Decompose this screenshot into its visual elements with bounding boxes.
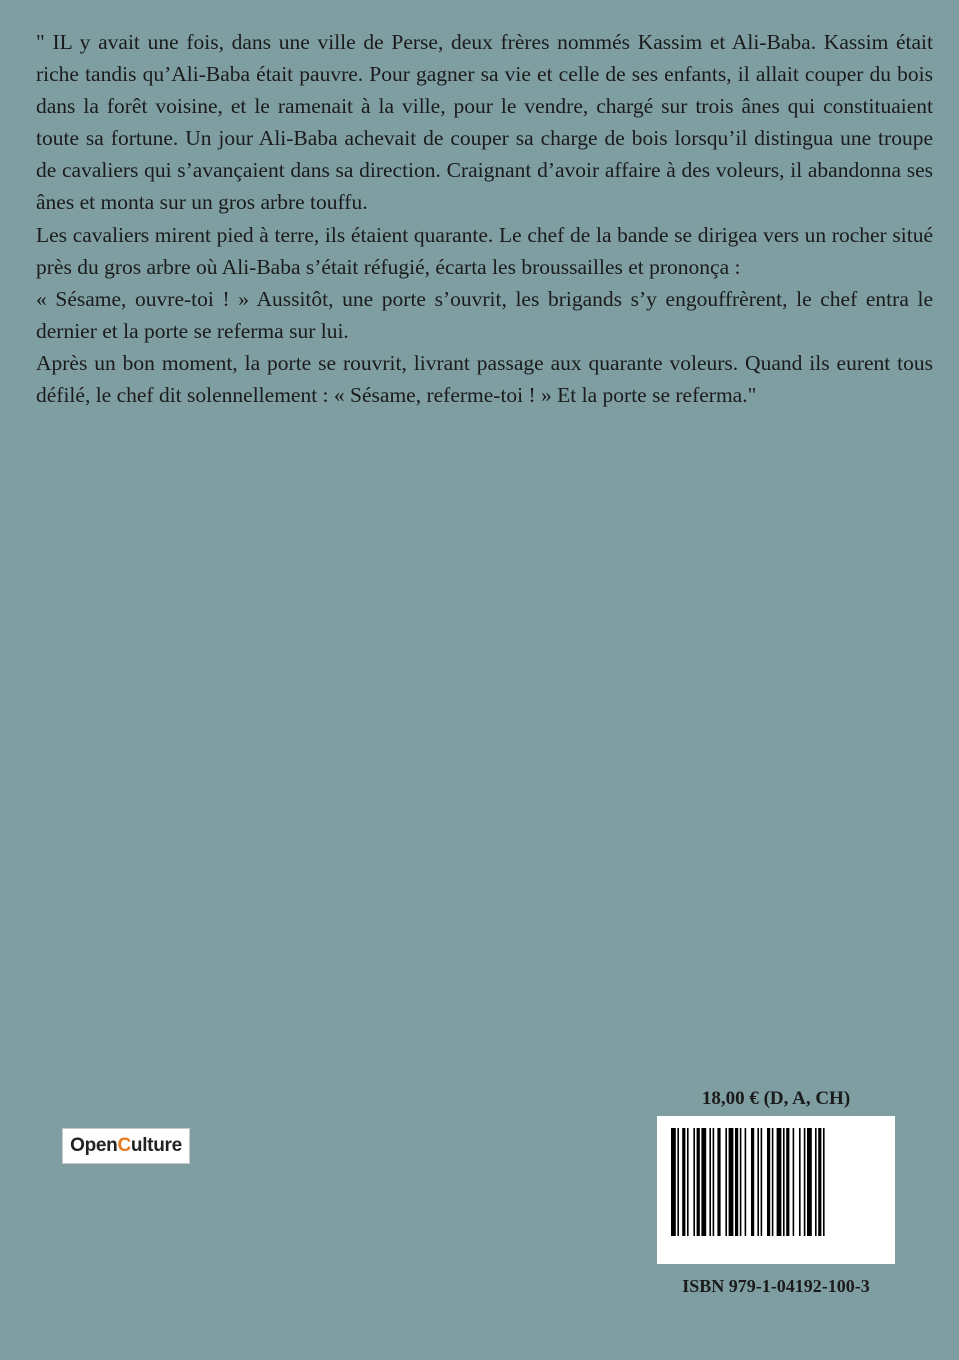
- barcode-bar: [693, 1128, 695, 1236]
- barcode-bar: [804, 1128, 806, 1236]
- barcode-bar: [757, 1128, 759, 1236]
- barcode-bar: [713, 1128, 715, 1236]
- publisher-logo: [62, 1128, 190, 1164]
- barcode-bar: [671, 1128, 676, 1236]
- barcode-bar: [823, 1128, 825, 1236]
- barcode-bar: [701, 1128, 706, 1236]
- barcode-bar: [761, 1128, 763, 1236]
- barcode-bar: [793, 1128, 795, 1236]
- blurb-paragraph-4: Après un bon moment, la porte se rouvrit, livrant passage aux quarante voleurs. Quand ils eurent tous défilé, le chef dit solennellement : « Sésame, referme-toi ! » Et la porte se referma.": [36, 350, 933, 408]
- logo-text-ulture: ulture: [130, 1135, 182, 1156]
- barcode-bar: [709, 1128, 711, 1236]
- barcode-bar: [815, 1128, 817, 1236]
- barcode: [657, 1116, 895, 1264]
- barcode-bar: [677, 1128, 679, 1236]
- barcode-bar: [717, 1128, 720, 1236]
- barcode-bars: [669, 1128, 883, 1236]
- price-label: 18,00 € (D, A, CH): [701, 1088, 851, 1109]
- barcode-bar: [682, 1128, 685, 1236]
- barcode-bar: [697, 1128, 700, 1236]
- logo-text-open: Open: [70, 1135, 118, 1156]
- barcode-bar: [783, 1128, 785, 1236]
- barcode-bar: [751, 1128, 754, 1236]
- barcode-bar: [745, 1128, 747, 1236]
- barcode-bar: [735, 1128, 738, 1236]
- blurb-text: [36, 26, 933, 411]
- barcode-bar: [772, 1128, 774, 1236]
- isbn-label: ISBN 979-1-04192-100-3: [682, 1276, 870, 1296]
- barcode-bar: [777, 1128, 782, 1236]
- barcode-bar: [818, 1128, 821, 1236]
- barcode-bar: [767, 1128, 770, 1236]
- blurb-paragraph-3: « Sésame, ouvre-toi ! » Aussitôt, une porte s’ouvrit, les brigands s’y engouffrèrent, le chef entra le dernier et la porte se referma sur lui.: [36, 286, 933, 343]
- barcode-bar: [687, 1128, 689, 1236]
- barcode-bar: [799, 1128, 801, 1236]
- logo-accent-letter: C: [117, 1135, 131, 1156]
- blurb-paragraph-2: Les cavaliers mirent pied à terre, ils étaient quarante. Le chef de la bande se dirigea vers un rocher situé près du gros arbre où Ali-Baba s’était réfugié, écarta les broussailles et prononça :: [36, 222, 933, 279]
- barcode-bar: [786, 1128, 789, 1236]
- barcode-bar: [740, 1128, 742, 1236]
- barcode-bar: [725, 1128, 727, 1236]
- barcode-bar: [729, 1128, 734, 1236]
- barcode-bar: [807, 1128, 812, 1236]
- blurb-paragraph-1: " IL y avait une fois, dans une ville de Perse, deux frères nommés Kassim et Ali-Baba. Kassim était riche tandis qu’Ali-Baba était pauvre. Pour gagner sa vie et celle de ses enfants, il allait couper du bois dans la forêt voisine, et le ramenait à la ville, pour le vendre, chargé sur trois ânes qui constituaient toute sa fortune. Un jour Ali-Baba achevait de couper sa charge de bois lorsqu’il distingua une troupe de cavaliers qui s’avançaient dans sa direction. Craignant d’avoir affaire à des voleurs, il abandonna ses ânes et monta sur un gros arbre touffu.: [36, 30, 933, 215]
